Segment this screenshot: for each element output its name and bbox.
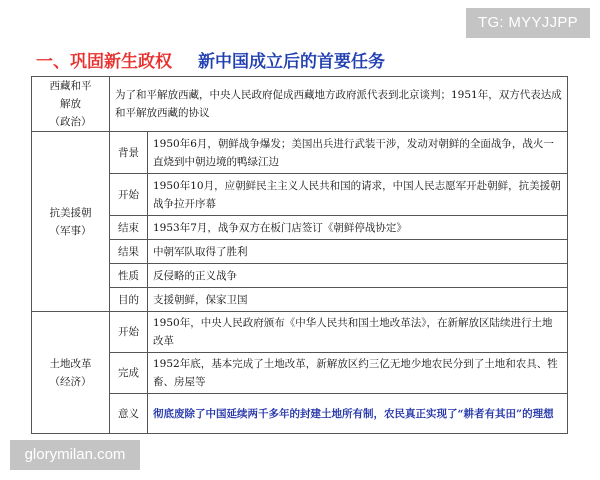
row-content: 彻底废除了中国延续两千多年的封建土地所有制，农民真正实现了“耕者有其田”的理想 <box>148 394 568 434</box>
table-row-tibet <box>32 77 568 132</box>
watermark-badge-bottom: glorymilan.com <box>10 440 140 470</box>
section-subtitle: 新中国成立后的首要任务 <box>198 52 385 72</box>
row-content: 1950年6月，朝鲜战争爆发；美国出兵进行武装干涉，发动对朝鲜的全面战争，战火一直烧到中朝边境的鸭绿江边 <box>148 132 568 174</box>
table-row <box>32 132 568 174</box>
row-content: 中朝军队取得了胜利 <box>148 240 568 264</box>
row-content: 1953年7月，战争双方在板门店签订《朝鲜停战协定》 <box>148 216 568 240</box>
table-row <box>32 174 568 216</box>
row-content: 1950年，中央人民政府颁布《中华人民共和国土地改革法》，在新解放区陆续进行土地改革 <box>148 312 568 353</box>
row-label: 开始 <box>110 174 148 216</box>
row-content: 1952年底，基本完成了土地改革，新解放区约三亿无地少地农民分到了土地和农具、牲畜、房屋等 <box>148 353 568 394</box>
watermark-badge-top: TG: MYYJJPP <box>466 8 590 38</box>
row-content: 反侵略的正义战争 <box>148 264 568 288</box>
table-row <box>32 353 568 394</box>
category-land: 土地改革 （经济） <box>32 312 110 434</box>
row-content: 支援朝鲜，保家卫国 <box>148 288 568 312</box>
page-title <box>36 47 385 72</box>
row-label: 结果 <box>110 240 148 264</box>
table-row <box>32 264 568 288</box>
row-content: 1950年10月，应朝鲜民主主义人民共和国的请求，中国人民志愿军开赴朝鲜，抗美援朝战争拉开序幕 <box>148 174 568 216</box>
category-korea: 抗美援朝 （军事） <box>32 132 110 312</box>
row-label: 意义 <box>110 394 148 434</box>
table-row <box>32 216 568 240</box>
row-label: 目的 <box>110 288 148 312</box>
row-label: 结束 <box>110 216 148 240</box>
section-title: 一、巩固新生政权 <box>36 52 172 72</box>
row-label: 开始 <box>110 312 148 353</box>
row-label: 完成 <box>110 353 148 394</box>
table-row <box>32 394 568 434</box>
table-row <box>32 312 568 353</box>
content-tibet: 为了和平解放西藏，中央人民政府促成西藏地方政府派代表到北京谈判；1951年，双方代表达成和平解放西藏的协议 <box>110 77 568 132</box>
table-row <box>32 288 568 312</box>
history-table <box>31 76 568 434</box>
category-tibet: 西藏和平 解放 （政治） <box>32 77 110 132</box>
row-label: 性质 <box>110 264 148 288</box>
table-row <box>32 240 568 264</box>
row-label: 背景 <box>110 132 148 174</box>
